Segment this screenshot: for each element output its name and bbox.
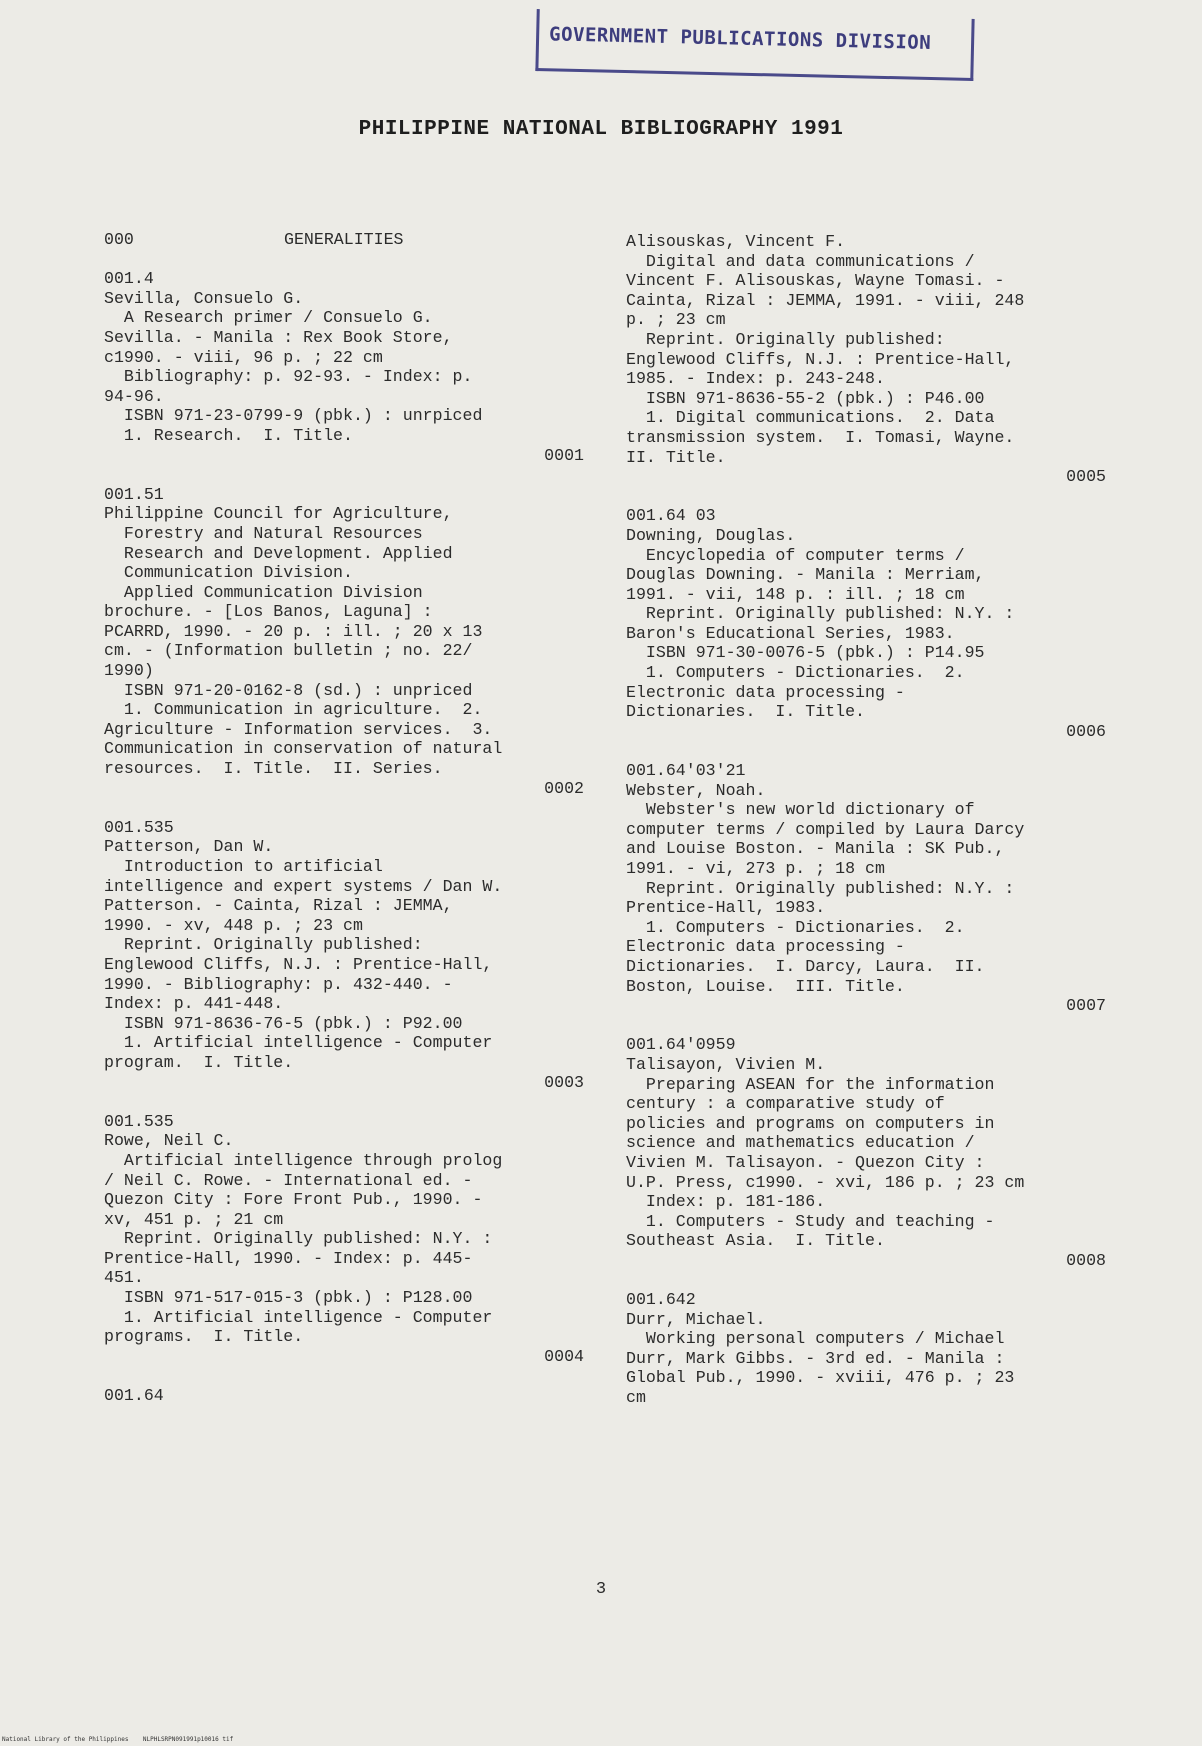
entry-line: Prentice-Hall, 1990. - Index: p. 445- [104,1248,473,1268]
entry-number: 0001 [544,445,584,465]
entry-line: 1. Computers - Dictionaries. 2. [626,663,965,683]
entry-line: 1. Artificial intelligence - Computer [104,1307,493,1327]
entry-number: 0006 [1066,721,1106,741]
entry-number: 0005 [1066,467,1106,487]
entry-line: Global Pub., 1990. - xviii, 476 p. ; 23 [626,1368,1015,1388]
entry-line: 1990. - Bibliography: p. 432-440. - [104,974,453,994]
entry-line: Englewood Cliffs, N.J. : Prentice-Hall, [626,349,1015,369]
entry-line: Reprint. Originally published: [104,935,423,955]
class-number: 001.64 03 [626,506,716,526]
entry-gap [104,1366,584,1386]
entry-line: ISBN 971-8636-76-5 (pbk.) : P92.00 [104,1013,463,1033]
section-title: GENERALITIES [284,230,404,249]
entry-line: 1. Digital communications. 2. Data [626,408,995,428]
right-column [626,232,1106,1427]
section-heading [104,230,584,250]
entry-line: ISBN 971-20-0162-8 (sd.) : unpriced [104,680,473,700]
entry-line: resources. I. Title. II. Series. [104,759,443,779]
entry-line: Webster's new world dictionary of [626,800,975,820]
entry-line: Preparing ASEAN for the information [626,1074,995,1094]
entry-line: Englewood Cliffs, N.J. : Prentice-Hall, [104,954,493,974]
entry-line: 1991. - vii, 148 p. : ill. ; 18 cm [626,584,965,604]
entry-line: ISBN 971-517-015-3 (pbk.) : P128.00 [104,1288,473,1308]
entry-line: Communication in conservation of natural [104,739,503,759]
entry-line: Applied Communication Division [104,582,423,602]
entry-line: II. Title. [626,447,726,467]
bib-entry [626,1290,1106,1408]
entry-line: Index: p. 181-186. [626,1192,826,1212]
class-number: 001.535 [104,1111,174,1131]
entry-line: Encyclopedia of computer terms / [626,545,965,565]
entry-line: ISBN 971-8636-55-2 (pbk.) : P46.00 [626,388,985,408]
entry-line: computer terms / compiled by Laura Darcy [626,819,1025,839]
entry-line: Rowe, Neil C. [104,1131,234,1151]
entry-line: Sevilla, Consuelo G. [104,288,304,308]
entry-line: intelligence and expert systems / Dan W. [104,876,503,896]
entry-line: 1. Communication in agriculture. 2. [104,700,483,720]
page-title: PHILIPPINE NATIONAL BIBLIOGRAPHY 1991 [358,118,844,141]
bib-entry [626,761,1106,1016]
entry-line: transmission system. I. Tomasi, Wayne. [626,427,1015,447]
class-number: 001.64'0959 [626,1035,736,1055]
entry-line: Dictionaries. I. Title. [626,702,865,722]
entry-gap [104,798,584,818]
entry-line: A Research primer / Consuelo G. [104,308,433,328]
bib-entry [104,269,584,465]
class-number: 001.535 [104,817,174,837]
entry-line: cm. - (Information bulletin ; no. 22/ [104,641,473,661]
page-number: 3 [595,1580,607,1599]
entry-gap [626,487,1106,507]
entry-line: Reprint. Originally published: [626,329,945,349]
entry-line: Douglas Downing. - Manila : Merriam, [626,565,985,585]
entry-line: Reprint. Originally published: N.Y. : [626,878,1015,898]
entry-line: 1. Research. I. Title. [104,425,353,445]
entry-line: PCARRD, 1990. - 20 p. : ill. ; 20 x 13 [104,621,483,641]
entry-line: Patterson. - Cainta, Rizal : JEMMA, [104,896,453,916]
entry-gap [626,741,1106,761]
entry-number: 0004 [544,1346,584,1366]
entry-line: 94-96. [104,386,164,406]
bib-entry [626,1035,1106,1270]
entry-line: p. ; 23 cm [626,310,726,330]
entry-line: Downing, Douglas. [626,525,796,545]
entry-number: 0008 [1066,1250,1106,1270]
entry-gap [104,1092,584,1112]
entry-line: Vincent F. Alisouskas, Wayne Tomasi. - [626,271,1005,291]
entry-line: brochure. - [Los Banos, Laguna] : [104,602,433,622]
entry-gap [626,1016,1106,1036]
entry-line: Boston, Louise. III. Title. [626,976,905,996]
entry-line: 451. [104,1268,144,1288]
entry-line: Quezon City : Fore Front Pub., 1990. - [104,1190,483,1210]
entry-line: program. I. Title. [104,1052,294,1072]
stamp-text: GOVERNMENT PUBLICATIONS DIVISION [548,23,932,54]
entry-line: 1990) [104,661,154,681]
entry-line: Baron's Educational Series, 1983. [626,623,955,643]
entry-line: Webster, Noah. [626,780,766,800]
class-number: 001.64'03'21 [626,761,746,781]
entry-line: Working personal computers / Michael [626,1329,1005,1349]
entry-line: Durr, Mark Gibbs. - 3rd ed. - Manila : [626,1348,1005,1368]
entry-line: Sevilla. - Manila : Rex Book Store, [104,327,453,347]
bib-entry [104,485,584,799]
class-number: 001.51 [104,484,164,504]
entry-line: Digital and data communications / [626,251,975,271]
entry-line: century : a comparative study of [626,1094,945,1114]
entry-line: Reprint. Originally published: N.Y. : [626,604,1015,624]
entry-line: Electronic data processing - [626,937,905,957]
bib-entry [626,232,1106,487]
bib-entry [626,506,1106,741]
entry-line: 1990. - xv, 448 p. ; 23 cm [104,915,363,935]
entry-line: / Neil C. Rowe. - International ed. - [104,1170,473,1190]
entry-line: Agriculture - Information services. 3. [104,719,493,739]
entry-line: Cainta, Rizal : JEMMA, 1991. - viii, 248 [626,290,1025,310]
class-number: 001.64 [104,1386,164,1406]
entry-line: c1990. - viii, 96 p. ; 22 cm [104,347,383,367]
entry-line: Index: p. 441-448. [104,994,284,1014]
entry-line: 1985. - Index: p. 243-248. [626,369,885,389]
class-number: 001.4 [104,269,154,289]
entry-line: Dictionaries. I. Darcy, Laura. II. [626,956,985,976]
entry-line: ISBN 971-30-0076-5 (pbk.) : P14.95 [626,643,985,663]
entry-line: Durr, Michael. [626,1309,766,1329]
entry-line: U.P. Press, c1990. - xvi, 186 p. ; 23 cm [626,1172,1025,1192]
entry-number: 0007 [1066,996,1106,1016]
entry-gap [626,1270,1106,1290]
entry-line: ISBN 971-23-0799-9 (pbk.) : unrpiced [104,406,483,426]
entry-line: Philippine Council for Agriculture, [104,504,453,524]
left-column [104,230,584,1406]
entry-line: Forestry and Natural Resources [104,523,423,543]
entry-line: Southeast Asia. I. Title. [626,1231,885,1251]
entry-line: Electronic data processing - [626,682,905,702]
entry-line: Alisouskas, Vincent F. [626,232,846,251]
entry-line: Artificial intelligence through prolog [104,1150,503,1170]
entry-line: Prentice-Hall, 1983. [626,898,826,918]
entry-line: Vivien M. Talisayon. - Quezon City : [626,1152,985,1172]
entry-line: xv, 451 p. ; 21 cm [104,1209,284,1229]
entry-line: programs. I. Title. [104,1327,304,1347]
entry-line: 1991. - vi, 273 p. ; 18 cm [626,859,885,878]
bib-entry [104,818,584,1092]
entry-number: 0003 [544,1072,584,1092]
entry-line: and Louise Boston. - Manila : SK Pub., [626,839,1005,859]
entry-line: Research and Development. Applied [104,543,453,563]
entry-line: science and mathematics education / [626,1133,975,1153]
entry-number: 0002 [544,778,584,798]
entry-line: policies and programs on computers in [626,1113,995,1133]
section-class: 000 [104,230,134,249]
government-stamp [535,9,974,81]
entry-gap [626,1408,1106,1428]
bib-entry [104,1112,584,1367]
entry-line: 1. Computers - Study and teaching - [626,1211,995,1231]
entry-line: cm [626,1388,646,1408]
scan-footer: National Library of the Philippines NLPHLSRPN091991p10016 tif [2,1736,234,1743]
entry-line: Communication Division. [104,563,353,583]
class-number: 001.642 [626,1290,696,1310]
entry-line: Bibliography: p. 92-93. - Index: p. [104,367,473,387]
entry-gap [104,465,584,485]
entry-line: Patterson, Dan W. [104,837,274,857]
entry-line: Reprint. Originally published: N.Y. : [104,1229,493,1249]
entry-line: Introduction to artificial [104,857,383,876]
entry-line: 1. Computers - Dictionaries. 2. [626,917,965,937]
entry-line: 1. Artificial intelligence - Computer [104,1033,493,1053]
entry-line: Talisayon, Vivien M. [626,1054,826,1074]
